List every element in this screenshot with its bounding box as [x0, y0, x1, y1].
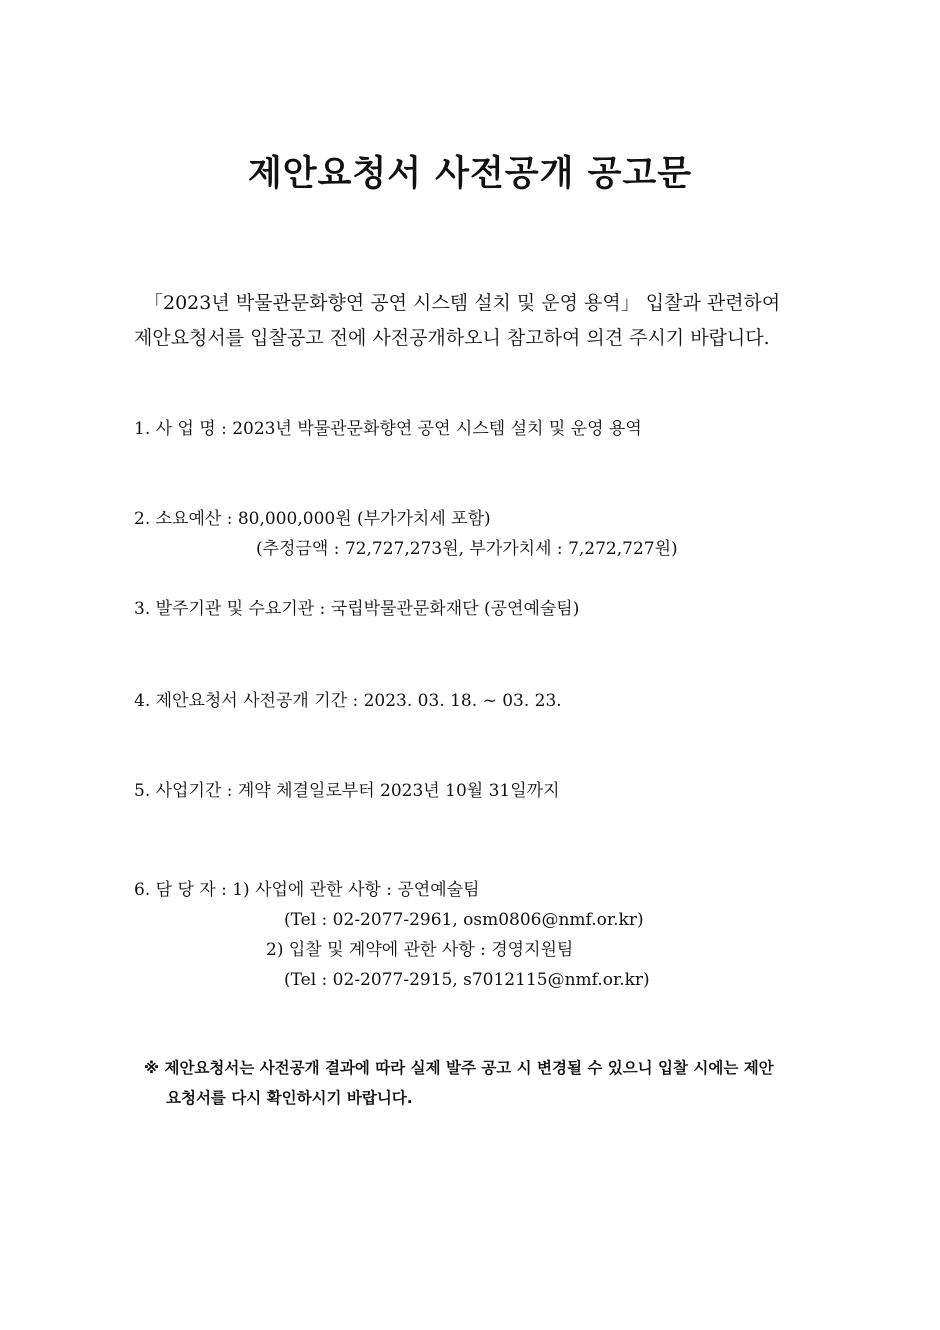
contact-1-title: 1) 사업에 관한 사항 : 공연예술팀: [232, 880, 480, 900]
contact-2-title: 2) 입찰 및 계약에 관한 사항 : 경영지원팀: [266, 940, 574, 960]
contact-1-detail: (Tel : 02-2077-2961, osm0806@nmf.or.kr): [284, 910, 644, 930]
item-disclosure-period: [134, 686, 562, 716]
budget-label: 2. 소요예산 :: [134, 509, 238, 529]
intro-line-1: 「2023년 박물관문화향연 공연 시스템 설치 및 운영 용역」 입찰과 관련하여: [144, 292, 781, 314]
item-agency: [134, 594, 579, 624]
intro-line-2: 제안요청서를 입찰공고 전에 사전공개하오니 참고하여 의견 주시기 바랍니다.: [134, 327, 770, 349]
project-name-label: 1. 사 업 명 :: [134, 419, 233, 439]
agency-label: 3. 발주기관 및 수요기관 :: [134, 599, 331, 619]
note-line-1: ※ 제안요청서는 사전공개 결과에 따라 실제 발주 공고 시 변경될 수 있으니 입찰 시에는 제안: [144, 1059, 774, 1077]
project-period-value: 계약 체결일로부터 2023년 10월 31일까지: [237, 781, 560, 801]
item-project-name: [134, 414, 642, 444]
contact-label: 6. 담 당 자 :: [134, 880, 233, 900]
project-name-value: 2023년 박물관문화향연 공연 시스템 설치 및 운영 용역: [232, 419, 642, 439]
budget-value: 80,000,000원 (부가가치세 포함): [237, 509, 491, 529]
notice-note: [144, 1053, 824, 1113]
intro-paragraph: [134, 286, 824, 356]
note-line-2: 요청서를 다시 확인하시기 바랍니다.: [166, 1089, 413, 1107]
agency-value: 국립박물관문화재단 (공연예술팀): [330, 599, 580, 619]
project-period-label: 5. 사업기간 :: [134, 781, 238, 801]
page-title: 제안요청서 사전공개 공고문: [247, 154, 693, 194]
budget-detail: (추정금액 : 72,727,273원, 부가가치세 : 7,272,727원): [256, 539, 678, 559]
item-project-period: [134, 776, 560, 806]
disclosure-period-value: 2023. 03. 18. ~ 03. 23.: [363, 691, 562, 711]
disclosure-period-label: 4. 제안요청서 사전공개 기간 :: [134, 691, 364, 711]
contact-2-detail: (Tel : 02-2077-2915, s7012115@nmf.or.kr): [284, 970, 650, 990]
item-budget: [134, 504, 678, 564]
item-contact: [134, 875, 650, 995]
